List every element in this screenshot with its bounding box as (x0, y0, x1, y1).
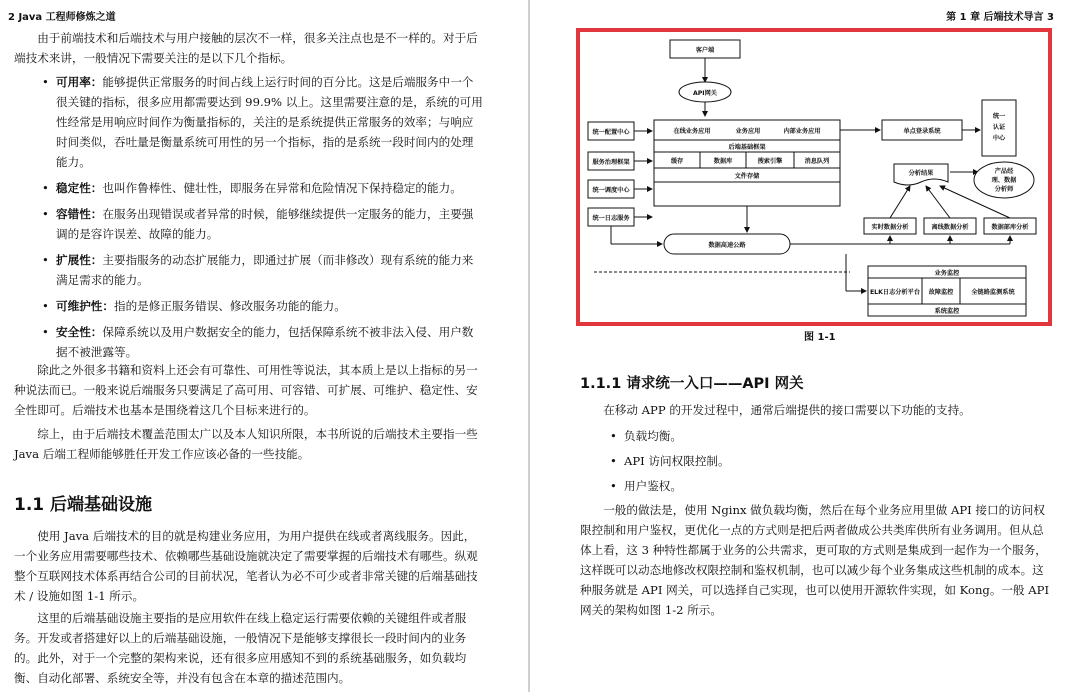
gateway-features-list (610, 426, 1050, 501)
api-gateway-intro: 在移动 APP 的开发过程中，通常后端提供的接口需要以下功能的支持。 (603, 403, 971, 417)
page-header-left: 2 Java 工程师修炼之道 (8, 12, 116, 23)
list-item-text: 能够提供正常服务的时间占线上运行时间的百分比。这是后端服务中一个很关键的指标，很多应用都需要达到 99.9% 以上。这里需要注意的是，系统的可用性经常是用响应时间作为衡量指标的，关注的是系统提供正常服务的效率；与响应时间类似，吞吐量是衡量系统可用性的另一个指标，指的是系统一段时间内的处理能力。 (56, 75, 483, 169)
architecture-diagram (580, 32, 1048, 322)
list-item-text: 在服务出现错误或者异常的时候，能够继续提供一定服务的能力，主要强调的是容许误差、故障的能力。 (56, 207, 474, 241)
list-item (42, 72, 484, 172)
metrics-list (42, 72, 484, 368)
page-header-right: 第 1 章 后端技术导言 3 (946, 12, 1054, 23)
diagram-node: API网关 (692, 90, 718, 97)
diagram-node: 离线数据分析 (931, 224, 969, 231)
diagram-node: 客户端 (695, 47, 715, 54)
list-item-text: 指的是修正服务错误、修改服务功能的能力。 (113, 299, 346, 313)
diagram-node: 数据高速公路 (708, 242, 746, 249)
summary-paragraph: 除此之外很多书籍和资料上还会有可靠性、可用性等说法，其本质上是以上指标的另一种说法而已。一般来说后端服务只要满足了高可用、可容错、可扩展、可维护、稳定性、安全性即可。后端技术也基本是围绕着这几个目标来进行的。 (14, 363, 478, 417)
diagram-node: 数据库 (713, 158, 733, 165)
intro-paragraph: 由于前端技术和后端技术与用户接触的层次不一样，很多关注点也是不一样的。对于后端技术来讲，一般情况下需要关注的是以下几个指标。 (14, 31, 478, 65)
figure-highlight-frame (576, 28, 1052, 326)
diagram-node: 实时数据分析 (871, 224, 909, 231)
diagram-node: 搜索引擎 (757, 158, 783, 165)
diagram-node: 理、数据 (991, 177, 1017, 184)
page-gutter (528, 0, 530, 692)
diagram-node: 统一调度中心 (592, 187, 630, 194)
infrastructure-paragraph: 使用 Java 后端技术的目的就是构建业务应用，为用户提供在线或者离线服务。因此，一个业务应用需要哪些技术、依赖哪些基础设施就决定了需要掌握的后端技术有哪些。纵观整个互联网技术体系再结合公司的目前状况，笔者认为必不可少或者非常关键的后端基础技术 / 设施如图 1-1 所示。 (14, 529, 478, 603)
diagram-node: 分析结果 (908, 170, 934, 177)
left-page (0, 0, 528, 692)
diagram-node: 数据部库分析 (991, 224, 1029, 231)
diagram-node: 统一日志服务 (592, 215, 630, 222)
list-item-term: 扩展性： (56, 253, 103, 267)
section-title-1-1: 1.1 后端基础设施 (14, 495, 153, 515)
diagram-node: 统一 (992, 113, 1006, 120)
diagram-node: 单点登录系统 (903, 128, 941, 135)
list-item-term: 稳定性： (56, 181, 103, 195)
list-item (42, 296, 484, 316)
diagram-node: 系统监控 (934, 308, 960, 315)
diagram-node: 中心 (992, 135, 1006, 142)
diagram-node: 缓存 (670, 158, 684, 165)
list-item-term: 可维护性： (56, 299, 114, 313)
section-title-1-1-1: 1.1.1 请求统一入口——API 网关 (580, 376, 804, 392)
diagram-node: 在线业务应用 (673, 128, 711, 135)
list-item (42, 250, 484, 290)
list-item (42, 178, 484, 198)
conclusion-paragraph: 综上，由于后端技术覆盖范围太广以及本人知识所限，本书所说的后端技术主要指一些 Java 后端工程师能够胜任开发工作应该必备的一些技能。 (14, 427, 478, 461)
list-item: • 用户鉴权。 (610, 476, 1050, 496)
list-item (42, 204, 484, 244)
diagram-node: 业务监控 (934, 270, 960, 277)
diagram-node: 故障监控 (928, 289, 954, 296)
list-item-text: 主要指服务的动态扩展能力，即通过扩展（而非修改）现有系统的能力来满足需求的能力。 (56, 253, 474, 287)
infrastructure-scope-paragraph: 这里的后端基础设施主要指的是应用软件在线上稳定运行需要依赖的关键组件或者服务。开发或者搭建好以上的后端基础设施，一般情况下是能够支撑很长一段时间内的业务的。此外，对于一个完整的架构来说，还有很多应用感知不到的系统基础服务，如负载均衡、自动化部署、系统安全等，并没有包含在本章的描述范围内。 (14, 611, 467, 685)
diagram-node: 文件存储 (734, 173, 760, 180)
list-item-term: 安全性： (56, 325, 103, 339)
api-gateway-paragraph: 一般的做法是，使用 Nginx 做负载均衡，然后在每个业务应用里做 API 接口的访问权限控制和用户鉴权，更优化一点的方式则是把后两者做成公共类库供所有业务调用。但从总体上看，这 3 种特性都属于业务的公共需求，更可取的方式则是集成到一起作为一个服务，这样既可以动态地修改权限控制和鉴权机制，也可以减少每个业务集成这些机制的成本。这种服务就是 API 网关，可以选择自己实现，也可以使用开源软件实现，如 Kong。一般 API 网关的架构如图 1-2 所示。 (580, 503, 1050, 617)
diagram-node: 业务应用 (735, 128, 761, 135)
list-item-term: 容错性： (56, 207, 103, 221)
diagram-node: 内部业务应用 (783, 128, 821, 135)
diagram-node: 服务治理框架 (592, 159, 630, 166)
diagram-node: 统一配置中心 (592, 129, 630, 136)
list-item (42, 322, 484, 362)
diagram-node: 产品经 (994, 168, 1014, 175)
diagram-node: 消息队列 (804, 158, 830, 165)
list-item-term: 可用率： (56, 75, 103, 89)
list-item-text: 也叫作鲁棒性、健壮性，即服务在异常和危险情况下保持稳定的能力。 (102, 181, 462, 195)
diagram-node: ELK日志分析平台 (869, 289, 921, 296)
list-item-text: 保障系统以及用户数据安全的能力，包括保障系统不被非法入侵、用户数据不被泄露等。 (56, 325, 474, 359)
diagram-node: 后端基础框架 (728, 144, 766, 151)
diagram-node: 全链路监测系统 (971, 289, 1015, 296)
list-item: • API 访问权限控制。 (610, 451, 1050, 471)
figure-caption: 图 1-1 (804, 332, 836, 343)
diagram-node: 认证 (992, 124, 1006, 131)
list-item: • 负载均衡。 (610, 426, 1050, 446)
diagram-node: 分析师 (994, 186, 1014, 193)
